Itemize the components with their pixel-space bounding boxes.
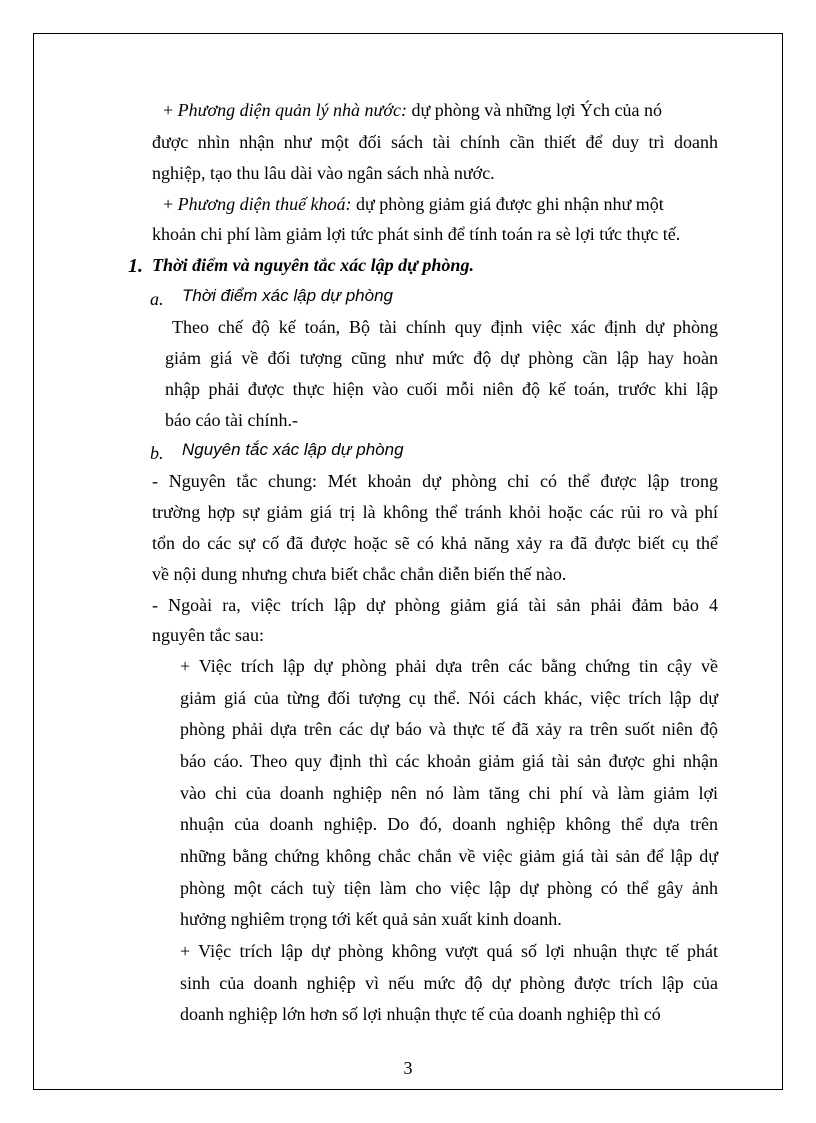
rule1-line: vào chi của doanh nghiệp nên nó làm tăng chi phí và làm giảm lợi — [180, 783, 718, 803]
rule1-line: những bằng chứng không chắc chắn về việc giảm giá tài sản để lập dự — [180, 846, 718, 866]
rule2-line: sinh của doanh nghiệp vì nếu mức độ dự phòng được trích lập của — [180, 973, 718, 993]
rule1-line: báo cáo. Theo quy định thì các khoản giảm giá tài sản được ghi nhận — [180, 751, 718, 771]
para1-label: Phương diện quản lý nhà nước: — [177, 100, 407, 120]
sub-a-title: Thời điểm xác lập dự phòng — [182, 286, 393, 305]
para2-line2: khoản chi phí làm giảm lợi tức phát sinh để tính toán ra sè lợi tức thực tế. — [152, 224, 681, 244]
sub-a-line: nhập phải được thực hiện vào cuối mỗi niên độ kế toán, trước khi lập — [165, 379, 718, 399]
other-line: nguyên tắc sau: — [152, 625, 264, 645]
other-line: - Ngoài ra, việc trích lập dự phòng giảm giá tài sản phải đảm bảo 4 — [152, 595, 718, 615]
general-line: về nội dung nhưng chưa biết chắc chắn diễn biến thế nào. — [152, 564, 567, 584]
para2-label: Phương diện thuế khoá: — [177, 194, 352, 214]
rule1-line: phòng một cách tuỳ tiện làm cho việc lập dự phòng có thể gây ảnh — [180, 878, 718, 898]
rule1-line: + Việc trích lập dự phòng phải dựa trên các bằng chứng tin cậy về — [180, 656, 718, 676]
para1-line3: nghiệp, tạo thu lâu dài vào ngân sách nhà nước. — [152, 163, 495, 183]
para1-line2: được nhìn nhận như một đối sách tài chính cần thiết để duy trì doanh — [152, 132, 718, 152]
section-title: Thời điểm và nguyên tắc xác lập dự phòng. — [152, 255, 474, 275]
general-line: tổn do các sự cố đã được hoặc sẽ có khả năng xảy ra đã được biết cụ thể — [152, 533, 718, 553]
rule1-line: hưởng nghiêm trọng tới kết quả sản xuất kinh doanh. — [180, 909, 562, 929]
rule1-line: phòng phải dựa trên các dự báo và thực tế đã xảy ra trên suốt niên độ — [180, 719, 718, 739]
sub-b-letter: b. — [150, 443, 164, 463]
rule1-line: giảm giá của từng đối tượng cụ thể. Nói cách khác, việc trích lập dự — [180, 688, 718, 708]
rule2-line: doanh nghiệp lớn hơn số lợi nhuận thực tế của doanh nghiệp thì có — [180, 1004, 661, 1024]
rule1-line: nhuận của doanh nghiệp. Do đó, doanh nghiệp không thể dựa trên — [180, 814, 718, 834]
para2-line1: + Phương diện thuế khoá: dự phòng giảm giá được ghi nhận như một — [163, 194, 664, 214]
general-line: - Nguyên tắc chung: Mét khoản dự phòng chỉ có thể được lập trong — [152, 471, 718, 491]
page-number: 3 — [403, 1058, 413, 1078]
sub-a-line: báo cáo tài chính.- — [165, 410, 298, 430]
rule2-line: + Việc trích lập dự phòng không vượt quá số lợi nhuận thực tế phát — [180, 941, 718, 961]
para1-line1: + Phương diện quản lý nhà nước: dự phòng và những lợi Ých của nó — [163, 100, 662, 120]
para2-text: dự phòng giảm giá được ghi nhận như một — [356, 194, 664, 214]
sub-a-letter: a. — [150, 289, 164, 309]
sub-b-title: Nguyên tắc xác lập dự phòng — [182, 440, 404, 459]
sub-a-line: giảm giá về đối tượng cũng như mức độ dự phòng cần lập hay hoàn — [165, 348, 718, 368]
sub-a-line: Theo chế độ kế toán, Bộ tài chính quy định việc xác định dự phòng — [172, 317, 718, 337]
general-line: trường hợp sự giảm giá trị là không thể tránh khỏi hoặc các rủi ro và phí — [152, 502, 718, 522]
section-number: 1. — [128, 255, 143, 277]
para1-text: dự phòng và những lợi Ých của nó — [411, 100, 662, 120]
